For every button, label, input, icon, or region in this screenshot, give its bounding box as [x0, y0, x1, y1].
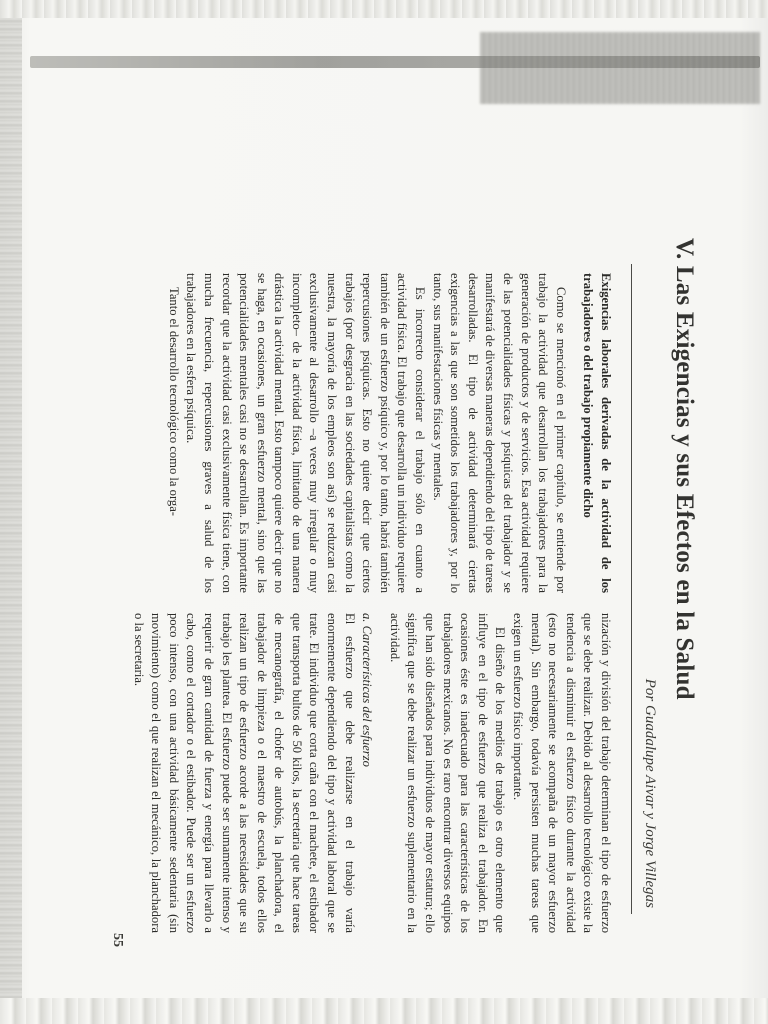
section-heading: Exigencias laborales derivadas de la actividad de los trabajadores o del trabajo propiamente dicho [581, 273, 613, 593]
paragraph: Como se mencionó en el primer capítulo, se entiende por trabajo la actividad que desarrollan los trabajadores para la generación de productos y de servicios. Esa actividad requiere de las potencialidades físicas y psíquicas del trabajador y se manifestará de diversas maneras dependiendo del tipo de tareas desarrolladas. El tipo de actividad determinará ciertas exigencias a las que son sometidos los trabajadores y, por lo tanto, sus manifestaciones físicas y mentales. [430, 273, 568, 593]
paragraph: El esfuerzo que debe realizarse en el trabajo varía enormemente dependiendo del tipo y actividad laboral que se trate. El individuo que corta caña con el machete, el estibador que transporta bultos de 50 kilos, la secretaria que hace tareas de mecanografía, el chofer de autobús, la planchadora, el trabajador de limpieza o el maestro de escuela, todos ellos realizan un tipo de esfuerzo acorde a las necesidades que su trabajo les plantea. El esfuerzo puede ser sumamente intenso y requerir de gran cantidad de fuerza y energía para llevarlo a cabo, como el cortador o el estibador. Puede ser un esfuerzo poco intenso, con una actividad básicamente sedentaria (sin movimiento) como el que realizan el mecánico, la planchadora o la secretaria. [131, 613, 357, 933]
scan-edge-top [0, 0, 768, 18]
chapter-title: V. Las Exigencias y sus Efectos en la Salud [671, 238, 698, 700]
rotated-book-page [90, 88, 710, 948]
text-column-right [129, 613, 614, 933]
page-number: 55 [110, 933, 125, 947]
scan-edge-left [0, 0, 22, 1024]
scan-edge-bottom [0, 998, 768, 1024]
title-rule [631, 264, 632, 914]
paragraph: El diseño de los medios de trabajo es otro elemento que influye en el tipo de esfuerzo que realiza el trabajador. En ocasiones éste es inadecuado para las características de los trabajadores mexicanos. No es raro encontrar diversos equipos que han sido diseñados para individuos de mayor estatura; ello significa que se debe realizar un esfuerzo suplementario en la actividad. [387, 613, 508, 933]
paragraph: Es incorrecto considerar el trabajo sólo en cuanto a actividad física. El trabajo que desarrolla un individuo requiere también de un esfuerzo psíquico y, por lo tanto, habrá también repercusiones psíquicas. Esto no quiere decir que ciertos trabajos (por desgracia en las sociedades capitalistas como la nuestra, la mayoría de los empleos son así) se reduzcan casi exclusivamente al desarrollo –a veces muy irregular o muy incompleto– de la actividad física, limitando de una manera drástica la actividad mental. Esto tampoco quiere decir que no se haga, en ocasiones, un gran esfuerzo mental, sino que las potencialidades mentales casi no se desarrollan. Es importante recordar que la actividad casi exclusivamente física tiene, con mucha frecuencia, repercusiones graves a salud de los trabajadores en la esfera psíquica. [184, 273, 428, 593]
paragraph: nización y división del trabajo determinan el tipo de esfuerzo que se debe realizar. Debido al desarrollo tecnológico existe la tendencia a disminuir el esfuerzo físico durante la actividad (esto no necesariamente se acompaña de un mayor esfuerzo mental). Sin embargo, todavía persisten muchas tareas que exigen un esfuerzo físico importante. [511, 613, 613, 933]
text-column-left [164, 273, 614, 593]
subsection-label: a. Características del esfuerzo [360, 613, 375, 767]
paragraph: Tanto el desarrollo tecnológico como la orga- [166, 287, 181, 516]
chapter-byline: Por Guadalupe Aivar y Jorge Villegas [642, 678, 658, 908]
